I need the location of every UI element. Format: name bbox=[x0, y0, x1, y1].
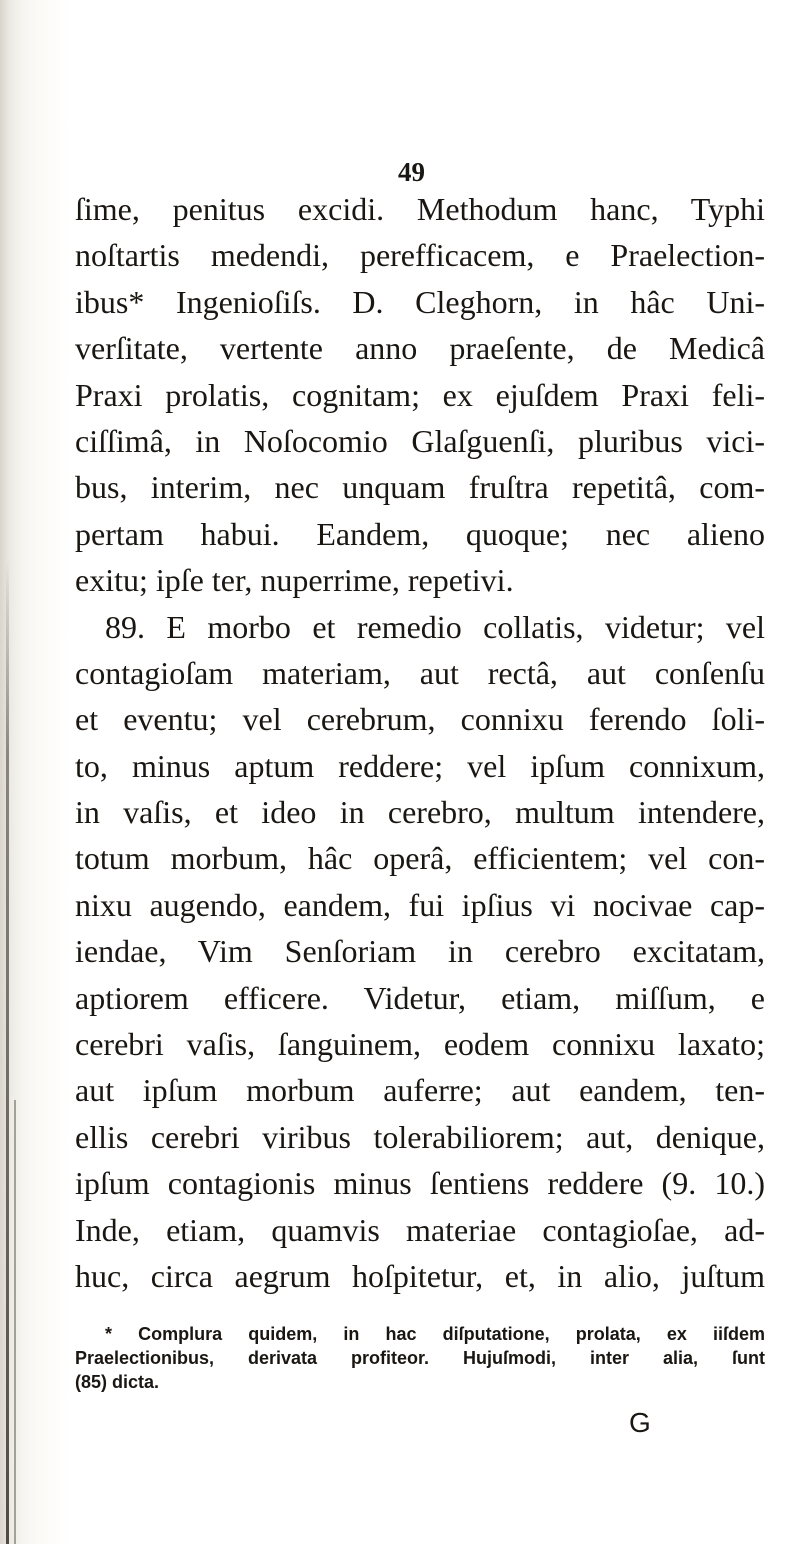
text-line: ſime, penitus excidi. Methodum hanc, Typhi bbox=[75, 191, 765, 227]
binding-edge bbox=[14, 1100, 16, 1544]
text-line: bus, interim, nec unquam fruſtra repetitâ, com- bbox=[75, 469, 765, 506]
text-line: aptiorem efficere. Videtur, etiam, miſſum, e bbox=[75, 979, 765, 1016]
text-line: Inde, etiam, quamvis materiae contagioſae, ad- bbox=[75, 1211, 765, 1248]
text-line: ciſſimâ, in Noſocomio Glaſguenſi, pluribus vici- bbox=[75, 422, 765, 459]
text-line: nixu augendo, eandem, fui ipſius vi nocivae cap- bbox=[75, 886, 765, 923]
text-line: aut ipſum morbum auferre; aut eandem, ten- bbox=[75, 1072, 765, 1109]
text-line: cerebri vaſis, ſanguinem, eodem connixu laxato; bbox=[75, 1026, 765, 1063]
text-line: contagioſam materiam, aut rectâ, aut conſenſu bbox=[75, 654, 765, 691]
text-line: ipſum contagionis minus ſentiens reddere (9. 10.) bbox=[75, 1165, 765, 1202]
text-line: to, minus aptum reddere; vel ipſum connixum, bbox=[75, 747, 765, 784]
text-line: totum morbum, hâc operâ, efficientem; vel con- bbox=[75, 840, 765, 877]
text-line: exitu; ipſe ter, nuperrime, repetivi. bbox=[75, 562, 514, 599]
footnote-line: * Complura quidem, in hac diſputatione, prolata, ex iiſdem bbox=[105, 1324, 765, 1344]
main-text bbox=[75, 186, 765, 1299]
text-line: pertam habui. Eandem, quoque; nec alieno bbox=[75, 515, 765, 552]
text-line: et eventu; vel cerebrum, connixu ferendo ſoli- bbox=[75, 701, 765, 738]
text-line: Praxi prolatis, cognitam; ex ejuſdem Praxi feli- bbox=[75, 376, 765, 413]
text-line: ibus* Ingenioſiſs. D. Cleghorn, in hâc Uni- bbox=[75, 283, 765, 320]
footnote-line: (85) dicta. bbox=[75, 1372, 160, 1392]
binding-shadow bbox=[6, 560, 9, 1544]
text-line: verſitate, vertente anno praeſente, de Medicâ bbox=[75, 330, 765, 367]
footnote-line: Praelectionibus, derivata profiteor. Hujuſmodi, inter alia, ſunt bbox=[75, 1348, 765, 1368]
text-line: ellis cerebri viribus tolerabiliorem; aut, denique, bbox=[75, 1118, 765, 1155]
page-number: 49 bbox=[398, 157, 425, 187]
text-line: in vaſis, et ideo in cerebro, multum intendere, bbox=[75, 794, 765, 831]
text-line: noſtartis medendi, perefficacem, e Praelection- bbox=[75, 237, 765, 274]
text-line: iendae, Vim Senſoriam in cerebro excitatam, bbox=[75, 933, 765, 970]
section-89-start: 89. E morbo et remedio collatis, videtur; vel bbox=[105, 608, 765, 645]
signature-mark: G bbox=[629, 1407, 651, 1438]
text-line: huc, circa aegrum hoſpitetur, et, in alio, juſtum bbox=[75, 1257, 765, 1294]
footnote bbox=[75, 1322, 765, 1394]
